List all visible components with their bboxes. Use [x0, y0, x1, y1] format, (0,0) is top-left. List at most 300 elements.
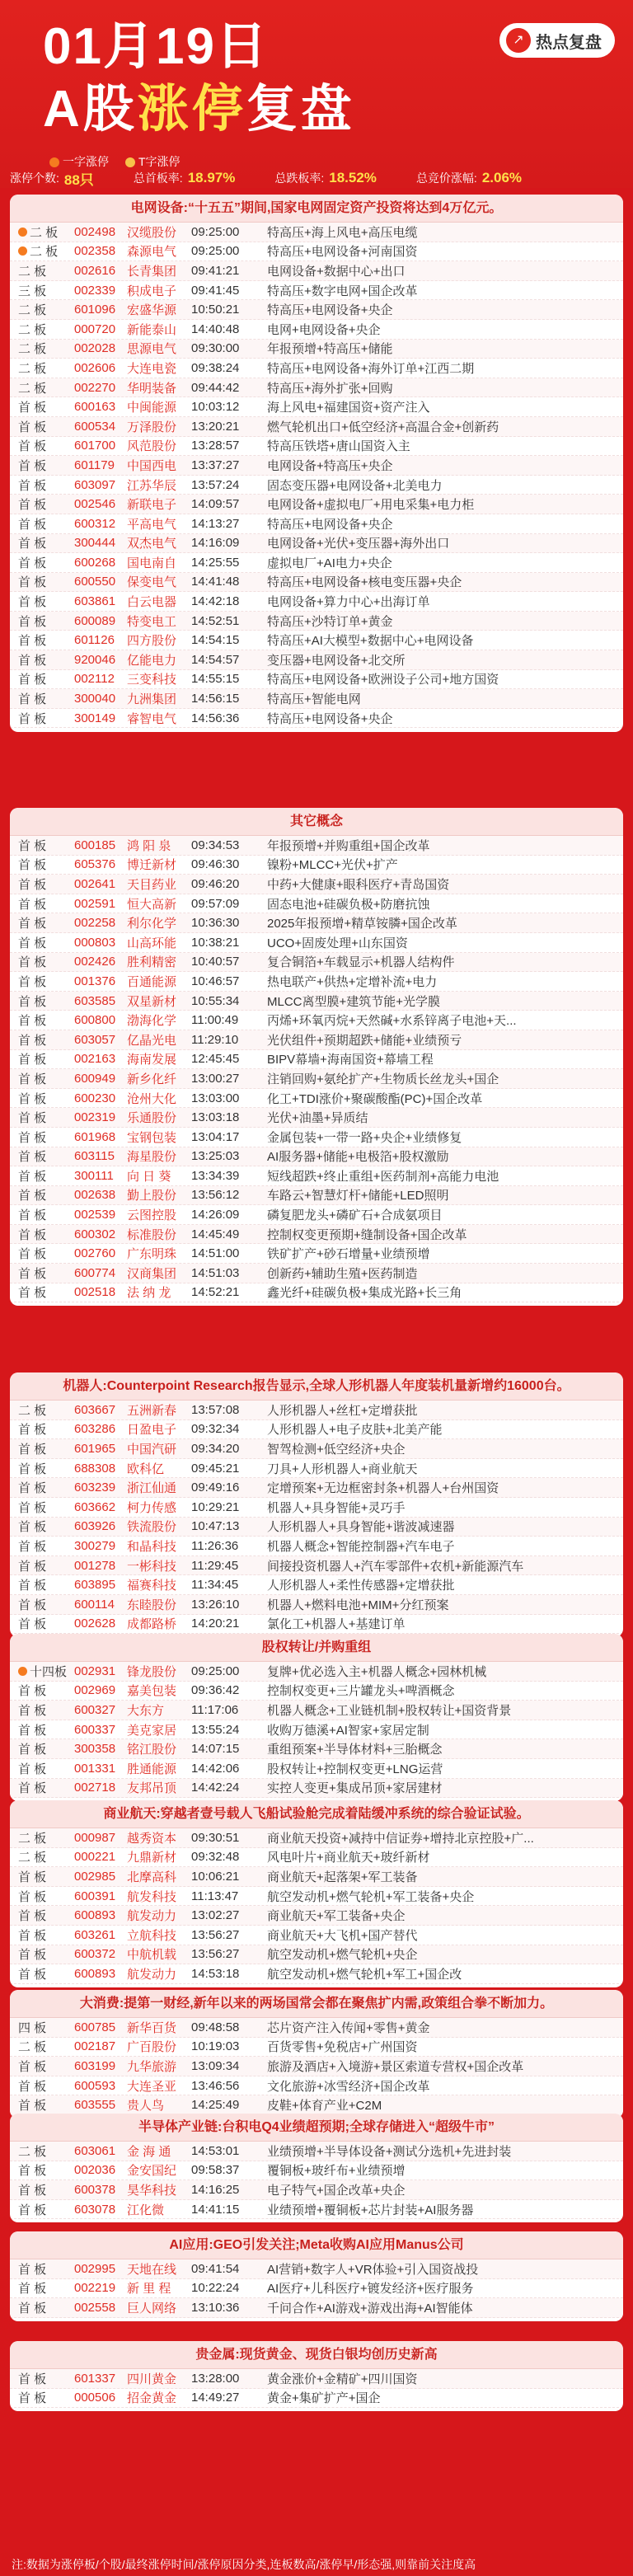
stock-name[interactable]: 国电南自 — [127, 556, 177, 570]
stock-name[interactable]: 浙江仙通 — [127, 1481, 177, 1496]
stock-name[interactable]: 嘉美包装 — [127, 1684, 177, 1699]
stock-row[interactable] — [10, 242, 623, 262]
board-count — [10, 573, 74, 590]
stock-row[interactable] — [10, 894, 623, 914]
stock-name[interactable]: 万泽股份 — [127, 420, 177, 434]
stock-name[interactable]: 新联电子 — [127, 498, 177, 513]
stock-name[interactable]: 睿智电气 — [127, 711, 177, 726]
stock-row[interactable] — [10, 1926, 623, 1945]
stock-code[interactable]: 603061 — [74, 2143, 116, 2158]
stock-code[interactable]: 000987 — [74, 1830, 116, 1845]
stock-row[interactable] — [10, 1518, 623, 1537]
board-count — [10, 457, 74, 474]
stock-code[interactable]: 002591 — [74, 896, 116, 911]
stock-row[interactable] — [10, 875, 623, 894]
stock-code[interactable]: 002606 — [74, 360, 116, 375]
stock-row[interactable] — [10, 972, 623, 992]
stock-code[interactable]: 001278 — [74, 1558, 116, 1573]
stock-row[interactable] — [10, 1108, 623, 1128]
stock-row[interactable] — [10, 1682, 623, 1701]
stock-name[interactable]: 东睦股份 — [127, 1598, 177, 1612]
stock-row[interactable] — [10, 2369, 623, 2389]
title-suffix: 复盘 — [246, 81, 355, 138]
stock-row[interactable] — [10, 1779, 623, 1799]
stock-name[interactable]: 平高电气 — [127, 517, 177, 532]
stock-code[interactable]: 000803 — [74, 935, 116, 950]
stock-row[interactable] — [10, 856, 623, 875]
stock-name[interactable]: 九鼎新材 — [127, 1851, 177, 1865]
stock-row[interactable] — [10, 223, 623, 242]
stock-name[interactable]: 亿能电力 — [127, 653, 177, 668]
stock-row[interactable] — [10, 2076, 623, 2096]
stock-row[interactable] — [10, 1701, 623, 1720]
stock-row[interactable] — [10, 1128, 623, 1147]
stock-name[interactable]: 贵人鸟 — [127, 2099, 165, 2114]
stock-code[interactable]: 002219 — [74, 2281, 116, 2296]
stock-code[interactable]: 000720 — [74, 321, 116, 336]
stock-name[interactable]: 汉缆股份 — [127, 225, 177, 240]
stock-row[interactable] — [10, 1945, 623, 1965]
stock-row[interactable] — [10, 631, 623, 650]
stock-code[interactable]: 601700 — [74, 439, 116, 453]
stock-code[interactable]: 600089 — [74, 613, 116, 628]
stock-code[interactable]: 600163 — [74, 400, 116, 415]
stock-code[interactable]: 002187 — [74, 2039, 116, 2054]
stock-row[interactable] — [10, 1069, 623, 1089]
stock-code[interactable]: 300279 — [74, 1538, 116, 1553]
stock-name[interactable]: 四方股份 — [127, 634, 177, 649]
limit-up-reason: BIPV幕墙+海南国资+幕墙工程 — [267, 1053, 434, 1067]
stock-row[interactable] — [10, 1459, 623, 1479]
stock-name[interactable]: 保变电气 — [127, 575, 177, 590]
limit-up-time: 13:46:56 — [191, 2078, 240, 2093]
stock-row[interactable] — [10, 1225, 623, 1245]
stock-row[interactable] — [10, 300, 623, 320]
stock-name[interactable]: 宏盛华源 — [127, 303, 177, 318]
chart-logo-icon: ↗ — [506, 28, 531, 53]
stock-code[interactable]: 600800 — [74, 1013, 116, 1028]
stock-row[interactable] — [10, 1011, 623, 1030]
stock-code[interactable]: 002718 — [74, 1781, 116, 1795]
limit-up-reason: 特高压+智能电网 — [267, 692, 361, 707]
stock-code[interactable]: 002028 — [74, 341, 116, 356]
stats-bar — [0, 168, 633, 188]
stock-code[interactable]: 601965 — [74, 1441, 116, 1456]
stock-code[interactable]: 603199 — [74, 2058, 116, 2073]
stock-code[interactable]: 002616 — [74, 263, 116, 278]
stock-code[interactable]: 002931 — [74, 1663, 116, 1678]
stock-name[interactable]: 海南发展 — [127, 1053, 177, 1067]
stock-row[interactable] — [10, 933, 623, 953]
stock-name[interactable]: 立航科技 — [127, 1928, 177, 1943]
stock-name[interactable]: 美克家居 — [127, 1723, 177, 1738]
stock-row[interactable] — [10, 495, 623, 514]
stock-row[interactable] — [10, 709, 623, 729]
stock-name[interactable]: 标准股份 — [127, 1227, 177, 1242]
stock-code[interactable]: 300149 — [74, 711, 116, 725]
stock-row[interactable] — [10, 1848, 623, 1868]
stock-name[interactable]: 大连圣亚 — [127, 2079, 177, 2094]
stock-row[interactable] — [10, 1244, 623, 1264]
stock-name[interactable]: 新华百货 — [127, 2020, 177, 2035]
stock-row[interactable] — [10, 1662, 623, 1682]
stock-code[interactable]: 600550 — [74, 575, 116, 589]
stock-name[interactable]: 柯力传感 — [127, 1500, 177, 1515]
stock-row[interactable] — [10, 2279, 623, 2299]
brand-badge[interactable] — [499, 23, 615, 58]
stock-code[interactable]: 002546 — [74, 497, 116, 512]
stock-code[interactable]: 002426 — [74, 955, 116, 969]
stock-code[interactable]: 603078 — [74, 2202, 116, 2217]
stock-name[interactable]: 勤上股份 — [127, 1189, 177, 1204]
stock-row[interactable] — [10, 1828, 623, 1848]
stock-code[interactable]: 002036 — [74, 2163, 116, 2178]
stock-code[interactable]: 000221 — [74, 1850, 116, 1865]
stock-code[interactable]: 002641 — [74, 876, 116, 891]
stock-code[interactable]: 002163 — [74, 1052, 116, 1067]
stock-row[interactable] — [10, 1186, 623, 1206]
stock-name[interactable]: 五洲新春 — [127, 1403, 177, 1418]
stock-name[interactable]: 航发科技 — [127, 1889, 177, 1904]
stock-name[interactable]: 法 纳 龙 — [127, 1286, 171, 1301]
stock-row[interactable] — [10, 2095, 623, 2115]
stock-row[interactable] — [10, 476, 623, 495]
stock-row[interactable] — [10, 1720, 623, 1740]
stock-code[interactable]: 600372 — [74, 1947, 116, 1962]
stock-code[interactable]: 600230 — [74, 1091, 116, 1105]
stock-row[interactable] — [10, 397, 623, 417]
stock-code[interactable]: 603115 — [74, 1149, 115, 1164]
stock-row[interactable] — [10, 1089, 623, 1109]
stock-name[interactable]: 特变电工 — [127, 614, 177, 629]
stock-row[interactable] — [10, 670, 623, 690]
stock-row[interactable] — [10, 913, 623, 933]
stock-row[interactable] — [10, 359, 623, 378]
stock-name[interactable]: 成都路桥 — [127, 1617, 177, 1632]
stock-list — [10, 1828, 623, 1984]
stock-row[interactable] — [10, 1420, 623, 1440]
stock-name[interactable]: 铭江股份 — [127, 1743, 177, 1757]
stock-code[interactable]: 601126 — [74, 633, 115, 648]
limit-up-reason: 刀具+人形机器人+商业航天 — [267, 1462, 418, 1476]
stock-name[interactable]: 昊华科技 — [127, 2183, 177, 2198]
stock-row[interactable] — [10, 2389, 623, 2409]
stock-name[interactable]: 汉商集团 — [127, 1266, 177, 1281]
stock-name[interactable]: 森源电气 — [127, 245, 177, 260]
stock-name[interactable]: 铁流股份 — [127, 1520, 177, 1535]
stock-name[interactable]: 风范股份 — [127, 439, 177, 454]
stock-name[interactable]: 恒大高新 — [127, 897, 177, 912]
stock-code[interactable]: 002969 — [74, 1683, 116, 1698]
stock-name[interactable]: 胜利精密 — [127, 955, 177, 970]
stock-code[interactable]: 000506 — [74, 2391, 116, 2405]
stock-code[interactable]: 002985 — [74, 1869, 116, 1884]
stock-code[interactable]: 920046 — [74, 652, 116, 667]
stock-name[interactable]: 北摩高科 — [127, 1870, 177, 1884]
stock-name[interactable]: 天地在线 — [127, 2262, 177, 2277]
stock-name[interactable]: 中国西电 — [127, 458, 177, 473]
stock-row[interactable] — [10, 1575, 623, 1595]
stock-name[interactable]: 金 海 通 — [127, 2144, 171, 2159]
stock-code[interactable]: 603895 — [74, 1578, 116, 1593]
stock-row[interactable] — [10, 437, 623, 457]
stock-name[interactable]: 渤海化学 — [127, 1014, 177, 1029]
stock-name[interactable]: 一彬科技 — [127, 1559, 177, 1574]
stock-code[interactable]: 600893 — [74, 1966, 116, 1981]
stock-row[interactable] — [10, 1595, 623, 1615]
stock-row[interactable] — [10, 650, 623, 670]
stock-row[interactable] — [10, 2180, 623, 2200]
stock-name[interactable]: 双星新材 — [127, 994, 177, 1009]
stock-code[interactable]: 002339 — [74, 283, 116, 298]
stock-row[interactable] — [10, 2200, 623, 2220]
stock-code[interactable]: 600327 — [74, 1702, 116, 1717]
stock-code[interactable]: 002628 — [74, 1616, 116, 1631]
stock-name[interactable]: 江苏华辰 — [127, 478, 177, 493]
stock-row[interactable] — [10, 553, 623, 573]
stock-row[interactable] — [10, 2018, 623, 2038]
stock-code[interactable]: 002518 — [74, 1285, 116, 1300]
stock-code[interactable]: 002498 — [74, 224, 116, 239]
stock-name[interactable]: 九华旅游 — [127, 2059, 177, 2074]
stock-code[interactable]: 603555 — [74, 2098, 116, 2113]
stock-row[interactable] — [10, 689, 623, 709]
stock-name[interactable]: 鸿 阳 泉 — [127, 838, 171, 853]
stock-name[interactable]: 华明装备 — [127, 381, 177, 396]
stock-name[interactable]: 巨人网络 — [127, 2301, 177, 2316]
stock-name[interactable]: 长青集团 — [127, 264, 177, 279]
stock-name[interactable]: 大东方 — [127, 1703, 165, 1718]
stock-code[interactable]: 600534 — [74, 419, 116, 434]
stock-code[interactable]: 300358 — [74, 1742, 116, 1757]
sector-title: 商业航天:穿越者壹号载人飞船试验舱完成着陆缓冲系统的综合验证试验。 — [10, 1800, 623, 1828]
stock-code[interactable]: 002995 — [74, 2261, 116, 2276]
stock-row[interactable] — [10, 1283, 623, 1303]
board-count — [10, 2142, 74, 2160]
stock-row[interactable] — [10, 2057, 623, 2076]
stock-row[interactable] — [10, 1556, 623, 1576]
limit-up-reason: 间接投资机器人+汽车零部件+农机+新能源汽车 — [267, 1559, 524, 1574]
stock-row[interactable] — [10, 281, 623, 301]
stock-row[interactable] — [10, 2038, 623, 2058]
stock-row[interactable] — [10, 1439, 623, 1459]
stock-code[interactable]: 600312 — [74, 516, 116, 531]
stock-row[interactable] — [10, 2161, 623, 2181]
stock-code[interactable]: 600949 — [74, 1071, 116, 1086]
stock-code[interactable]: 600893 — [74, 1908, 116, 1923]
stock-row[interactable] — [10, 456, 623, 476]
stock-code[interactable]: 603667 — [74, 1402, 116, 1417]
stock-name[interactable]: 山高环能 — [127, 936, 177, 950]
stock-code[interactable]: 300111 — [74, 1168, 114, 1183]
stock-row[interactable] — [10, 2142, 623, 2161]
stock-name[interactable]: 亿晶光电 — [127, 1033, 177, 1048]
stock-code[interactable]: 001376 — [74, 974, 116, 988]
stock-name[interactable]: 航发动力 — [127, 1967, 177, 1982]
stock-code[interactable]: 603861 — [74, 594, 116, 609]
stock-code[interactable]: 600302 — [74, 1227, 116, 1241]
stock-name[interactable]: 白云电器 — [127, 595, 177, 610]
stock-row[interactable] — [10, 1498, 623, 1518]
stock-code[interactable]: 600185 — [74, 838, 116, 852]
stock-code[interactable]: 603057 — [74, 1032, 116, 1047]
stock-code[interactable]: 002358 — [74, 244, 116, 259]
stock-row[interactable] — [10, 1867, 623, 1887]
stock-row[interactable] — [10, 992, 623, 1011]
stock-row[interactable] — [10, 1759, 623, 1779]
stock-row[interactable] — [10, 1478, 623, 1498]
stock-code[interactable]: 600114 — [74, 1597, 115, 1612]
stock-code[interactable]: 600378 — [74, 2182, 116, 2197]
stock-code[interactable]: 300040 — [74, 692, 116, 706]
stock-name[interactable]: 宝钢包装 — [127, 1130, 177, 1145]
stock-code[interactable]: 601337 — [74, 2371, 116, 2386]
stock-code[interactable]: 603239 — [74, 1480, 116, 1495]
stock-name[interactable]: 广百股份 — [127, 2040, 177, 2055]
stock-code[interactable]: 600337 — [74, 1722, 116, 1737]
stock-row[interactable] — [10, 1030, 623, 1050]
stock-name[interactable]: 博迁新材 — [127, 858, 177, 873]
stock-code[interactable]: 002112 — [74, 672, 115, 687]
stock-row[interactable] — [10, 1401, 623, 1420]
stock-row[interactable] — [10, 1205, 623, 1225]
stock-code[interactable]: 601179 — [74, 457, 115, 472]
stock-code[interactable]: 603662 — [74, 1499, 116, 1514]
stock-code[interactable]: 002258 — [74, 916, 116, 931]
stock-name[interactable]: 航发动力 — [127, 1909, 177, 1924]
limit-up-time: 14:16:09 — [191, 536, 240, 551]
stock-name[interactable]: 新 里 程 — [127, 2282, 171, 2297]
stock-row[interactable] — [10, 1615, 623, 1635]
stock-name[interactable]: 向 日 葵 — [127, 1169, 171, 1184]
stock-name[interactable]: 招金黄金 — [127, 2391, 177, 2406]
stock-name[interactable]: 江化微 — [127, 2203, 165, 2217]
stock-name[interactable]: 胜通能源 — [127, 1762, 177, 1776]
board-label: 首 板 — [18, 1169, 47, 1184]
limit-up-time: 14:45:49 — [191, 1227, 240, 1241]
stock-name[interactable]: 九洲集团 — [127, 692, 177, 707]
stock-code[interactable]: 603585 — [74, 993, 116, 1008]
stock-name[interactable]: 海星股份 — [127, 1150, 177, 1165]
board-label: 首 板 — [18, 2079, 47, 2094]
stock-code[interactable]: 600774 — [74, 1265, 116, 1280]
stock-name[interactable]: 欧科亿 — [127, 1462, 165, 1476]
stock-name[interactable]: 大连电瓷 — [127, 361, 177, 376]
stock-name[interactable]: 中航机载 — [127, 1948, 177, 1963]
limit-up-reason: 电网设备+虚拟电厂+用电采集+电力柜 — [267, 498, 475, 513]
stock-row[interactable] — [10, 2259, 623, 2279]
stock-code[interactable]: 603097 — [74, 477, 116, 492]
board-label: 二 板 — [18, 322, 47, 337]
stock-code[interactable]: 300444 — [74, 536, 116, 551]
stock-code[interactable]: 002319 — [74, 1110, 116, 1125]
stock-name[interactable]: 日盈电子 — [127, 1423, 177, 1438]
stock-row[interactable] — [10, 592, 623, 612]
stock-name[interactable]: 和晶科技 — [127, 1539, 177, 1554]
stock-name[interactable]: 利尔化学 — [127, 917, 177, 931]
stock-name[interactable]: 双杰电气 — [127, 537, 177, 551]
stock-row[interactable] — [10, 1887, 623, 1907]
stock-code[interactable]: 603261 — [74, 1927, 116, 1942]
stock-row[interactable] — [10, 1739, 623, 1759]
stock-row[interactable] — [10, 534, 623, 554]
stock-name[interactable]: 锋龙股份 — [127, 1664, 177, 1679]
stock-name[interactable]: 百通能源 — [127, 974, 177, 989]
stock-code[interactable]: 002638 — [74, 1188, 116, 1203]
stock-name[interactable]: 新乡化纤 — [127, 1072, 177, 1086]
stock-code[interactable]: 605376 — [74, 857, 116, 872]
stock-code[interactable]: 002558 — [74, 2300, 116, 2315]
stock-code[interactable]: 002760 — [74, 1246, 116, 1261]
stock-name[interactable]: 越秀资本 — [127, 1831, 177, 1846]
stock-code[interactable]: 600391 — [74, 1889, 116, 1903]
stock-name[interactable]: 三变科技 — [127, 673, 177, 687]
stock-row[interactable] — [10, 1264, 623, 1283]
stock-row[interactable] — [10, 378, 623, 398]
stock-name[interactable]: 天目药业 — [127, 877, 177, 892]
stock-code[interactable]: 600593 — [74, 2078, 116, 2093]
stock-name[interactable]: 福赛科技 — [127, 1579, 177, 1593]
board-label: 首 板 — [18, 2262, 47, 2277]
stock-code[interactable]: 600785 — [74, 2020, 116, 2034]
stock-name[interactable]: 乐通股份 — [127, 1111, 177, 1126]
stock-row[interactable] — [10, 1906, 623, 1926]
stock-row[interactable] — [10, 261, 623, 281]
stock-code[interactable]: 601968 — [74, 1129, 116, 1144]
stock-row[interactable] — [10, 1964, 623, 1984]
stock-row[interactable] — [10, 573, 623, 593]
stock-row[interactable] — [10, 1050, 623, 1070]
stock-name[interactable]: 中闽能源 — [127, 401, 177, 415]
stock-code[interactable]: 603286 — [74, 1422, 116, 1437]
stock-code[interactable]: 600268 — [74, 555, 116, 570]
stock-name[interactable]: 四川黄金 — [127, 2372, 177, 2386]
stock-name[interactable]: 沧州大化 — [127, 1091, 177, 1106]
stock-name[interactable]: 中国汽研 — [127, 1442, 177, 1457]
stock-code[interactable]: 601096 — [74, 303, 116, 317]
board-label: 首 板 — [18, 1617, 47, 1632]
stock-name[interactable]: 金安国纪 — [127, 2164, 177, 2179]
stock-row[interactable] — [10, 514, 623, 534]
stock-name[interactable]: 广东明珠 — [127, 1247, 177, 1262]
stock-row[interactable] — [10, 953, 623, 973]
limit-up-time: 10:03:12 — [191, 400, 240, 415]
stock-row[interactable] — [10, 836, 623, 856]
stock-row[interactable] — [10, 1147, 623, 1167]
stock-code[interactable]: 001331 — [74, 1761, 116, 1776]
stock-name[interactable]: 友邦吊顶 — [127, 1781, 177, 1796]
stock-name[interactable]: 思源电气 — [127, 342, 177, 357]
stock-name[interactable]: 新能泰山 — [127, 322, 177, 337]
stock-row[interactable] — [10, 2298, 623, 2318]
stock-row[interactable] — [10, 1537, 623, 1556]
stock-code[interactable]: 688308 — [74, 1461, 116, 1476]
limit-up-time: 10:36:30 — [191, 916, 240, 931]
stock-row[interactable] — [10, 612, 623, 631]
stock-row[interactable] — [10, 320, 623, 340]
board-count — [10, 2389, 74, 2406]
stock-code[interactable]: 002270 — [74, 380, 116, 395]
stock-row[interactable] — [10, 340, 623, 359]
board-label: 首 板 — [18, 575, 47, 590]
stock-name[interactable]: 积成电子 — [127, 284, 177, 298]
stock-code[interactable]: 002539 — [74, 1208, 116, 1222]
board-count — [10, 515, 74, 533]
stock-code[interactable]: 603926 — [74, 1519, 116, 1534]
stock-row[interactable] — [10, 1166, 623, 1186]
stock-name[interactable]: 云图控股 — [127, 1208, 177, 1223]
stock-row[interactable] — [10, 417, 623, 437]
